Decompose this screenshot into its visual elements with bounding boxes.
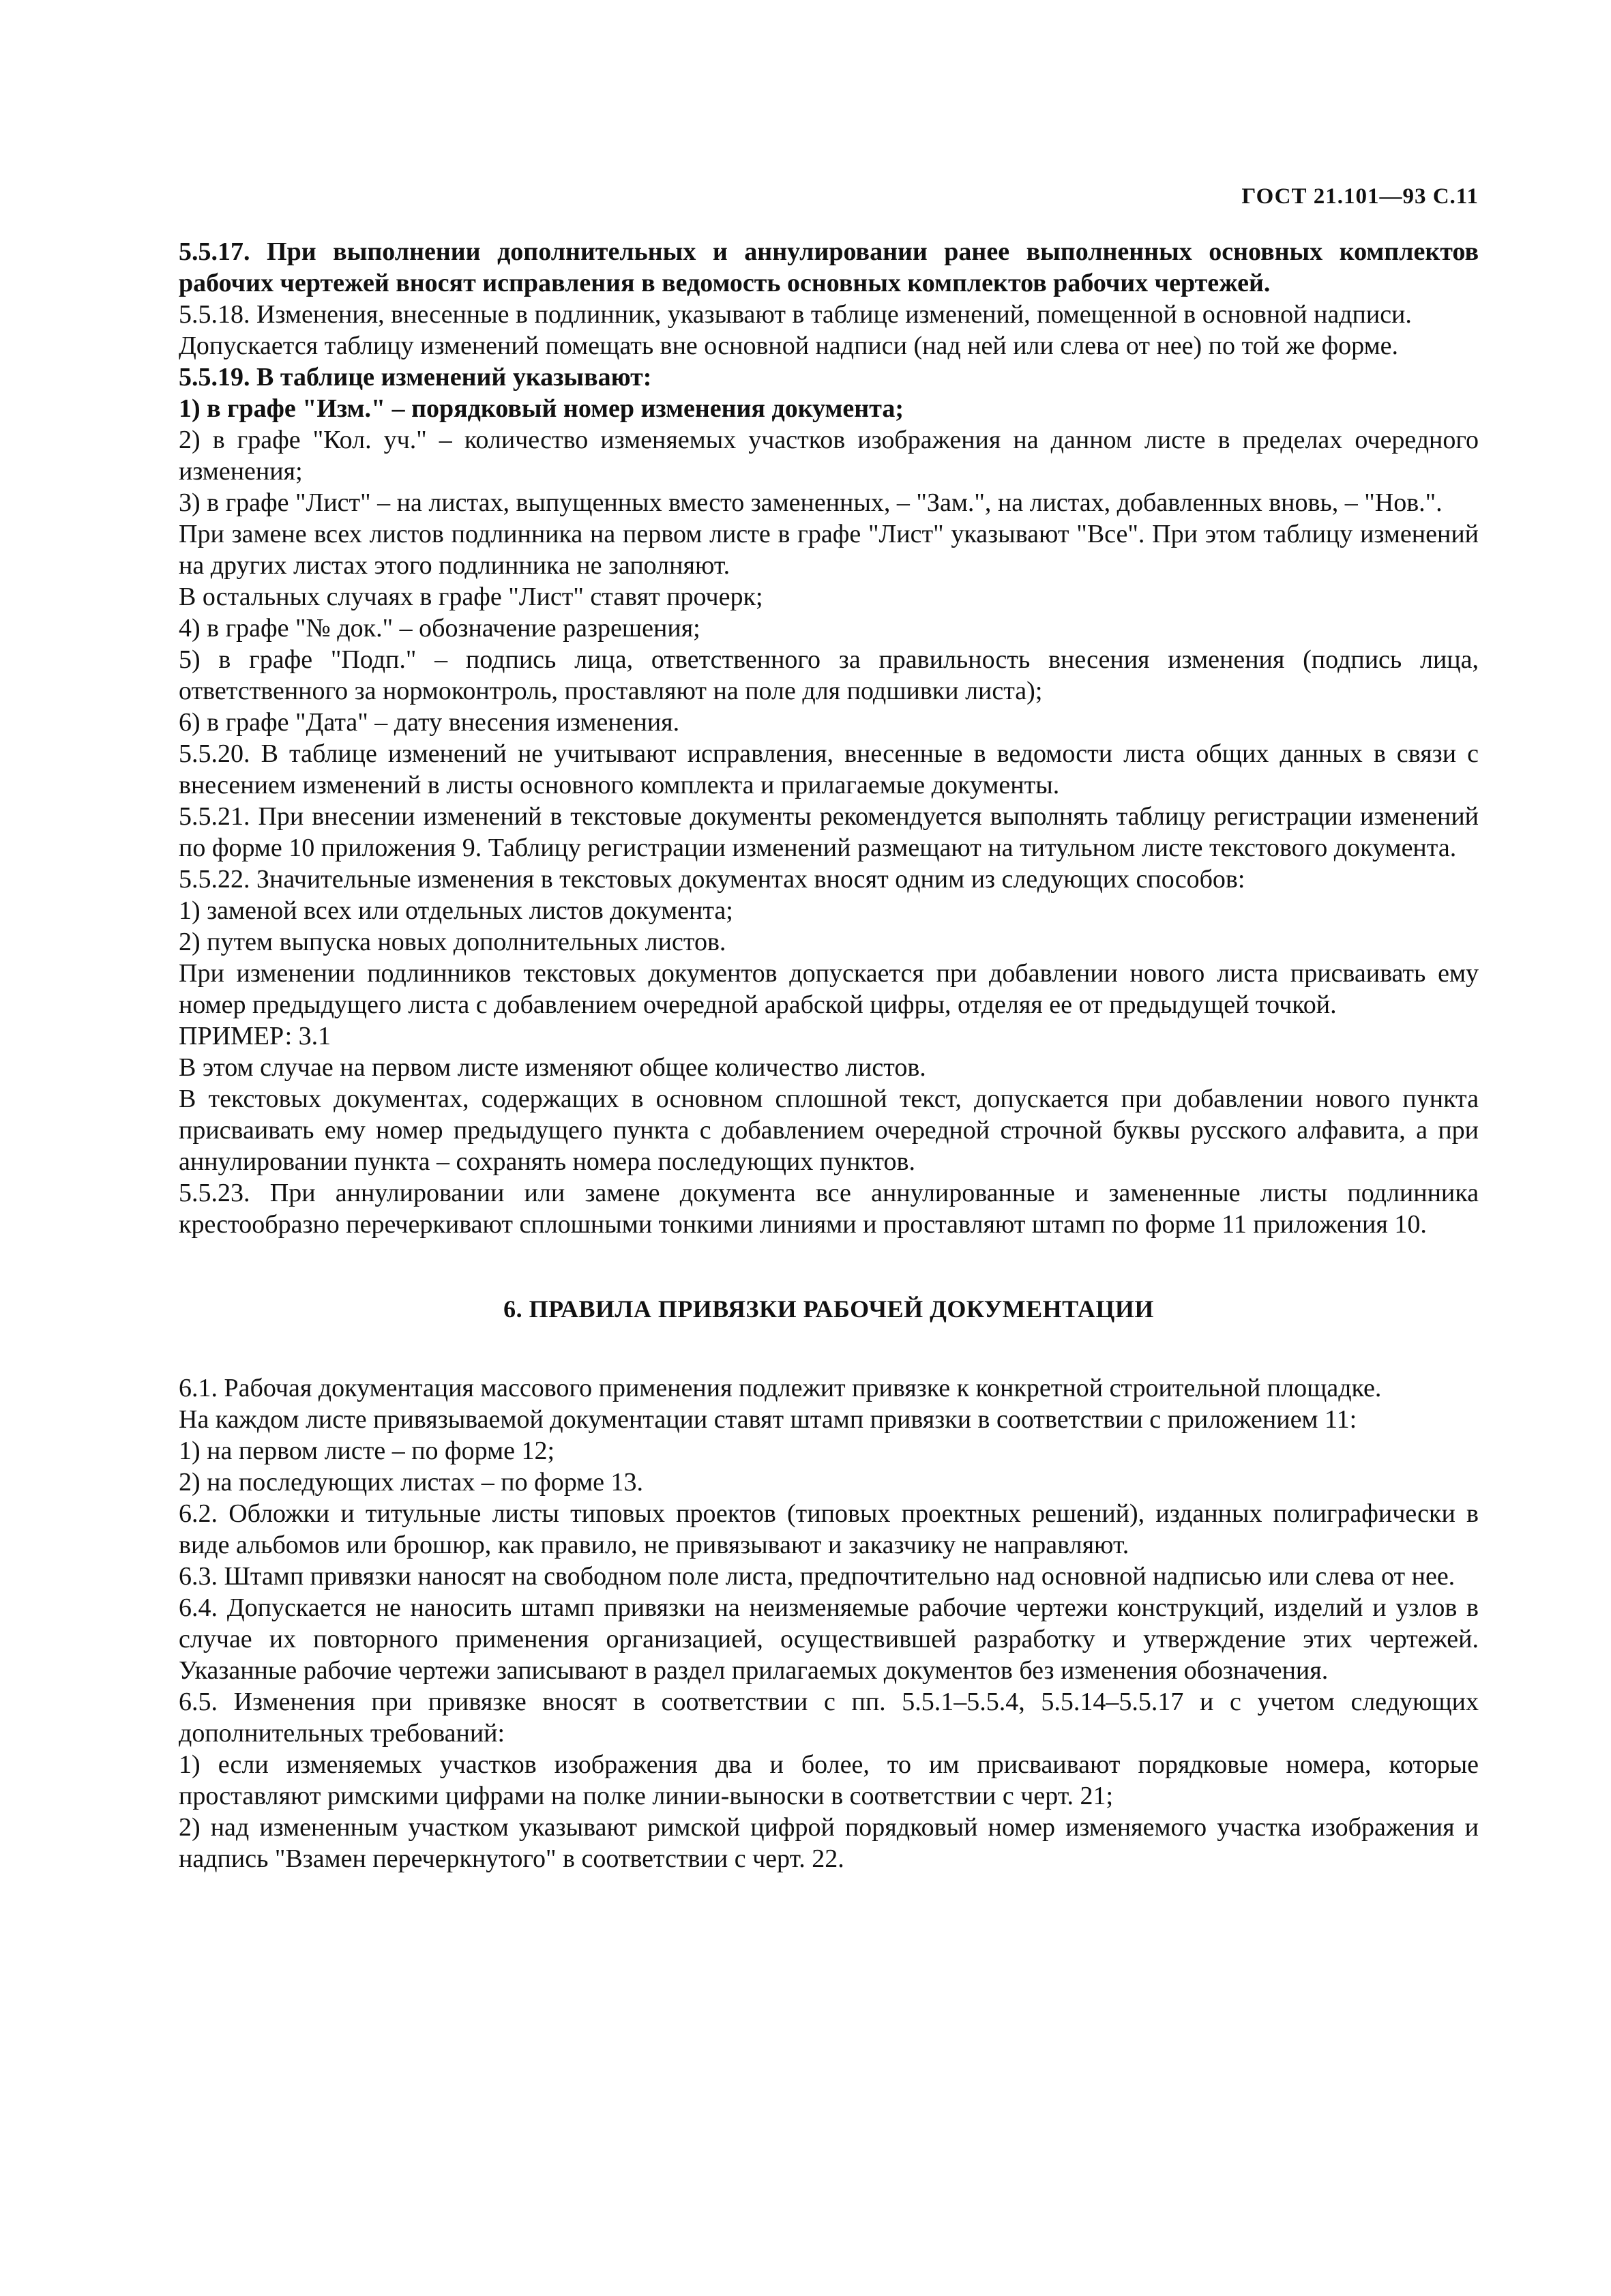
- paragraph: 5.5.17. При выполнении дополнительных и аннулировании ранее выполненных основных комплектов рабочих чертежей вносят исправления в ведомость основных комплектов рабочих чертежей.: [179, 237, 1479, 297]
- list-item: 2) путем выпуска новых дополнительных листов.: [179, 928, 726, 956]
- list-item: 4) в графе "№ док." – обозначение разрешения;: [179, 614, 700, 643]
- paragraph: На каждом листе привязываемой документации ставят штамп привязки в соответствии с приложением 11:: [179, 1405, 1357, 1434]
- paragraph: 5.5.22. Значительные изменения в текстовых документах вносят одним из следующих способов:: [179, 865, 1245, 894]
- paragraph: При замене всех листов подлинника на первом листе в графе "Лист" указывают "Все". При этом таблицу изменений на других листах этого подлинника не заполняют.: [179, 520, 1479, 580]
- paragraph: 6.1. Рабочая документация массового применения подлежит привязке к конкретной строительной площадке.: [179, 1374, 1382, 1402]
- paragraph: В остальных случаях в графе "Лист" ставят прочерк;: [179, 583, 763, 611]
- paragraph: 6.4. Допускается не наносить штамп привязки на неизменяемые рабочие чертежи конструкций, изделий и узлов в случае их повторного применения организацией, осуществившей разработку и утверждение этих чертежей. Указанные рабочие чертежи записывают в раздел прилагаемых документов без изменения обозначения.: [179, 1593, 1479, 1685]
- list-item: 1) в графе "Изм." – порядковый номер изменения документа;: [179, 394, 904, 423]
- document-body: [179, 236, 1479, 1874]
- paragraph: В этом случае на первом листе изменяют общее количество листов.: [179, 1053, 926, 1082]
- paragraph: 6.5. Изменения при привязке вносят в соответствии с пп. 5.5.1–5.5.4, 5.5.14–5.5.17 и с учетом следующих дополнительных требований:: [179, 1688, 1479, 1748]
- paragraph: 6.2. Обложки и титульные листы типовых проектов (типовых проектных решений), изданных полиграфически в виде альбомов или брошюр, как правило, не привязывают и заказчику не направляют.: [179, 1499, 1479, 1559]
- list-item: 2) на последующих листах – по форме 13.: [179, 1468, 644, 1497]
- page-header: ГОСТ 21.101—93 С.11: [1241, 184, 1479, 209]
- list-item: 3) в графе "Лист" – на листах, выпущенных вместо замененных, – "Зам.", на листах, добавленных вновь, – "Нов.".: [179, 488, 1443, 517]
- list-item: 1) на первом листе – по форме 12;: [179, 1437, 555, 1465]
- list-item: 1) если изменяемых участков изображения два и более, то им присваивают порядковые номера, которые проставляют римскими цифрами на полке линии-выноски в соответствии с черт. 21;: [179, 1750, 1479, 1810]
- paragraph: При изменении подлинников текстовых документов допускается при добавлении нового листа присваивать ему номер предыдущего листа с добавлением очередной арабской цифры, отделяя ее от предыдущей точкой.: [179, 959, 1479, 1019]
- paragraph: В текстовых документах, содержащих в основном сплошной текст, допускается при добавлении нового пункта присваивать ему номер предыдущего пункта с добавлением очередной строчной буквы русского алфавита, а при аннулировании пункта – сохранять номера последующих пунктов.: [179, 1085, 1479, 1176]
- paragraph: Допускается таблицу изменений помещать вне основной надписи (над ней или слева от нее) по той же форме.: [179, 332, 1399, 360]
- section-heading: 6. ПРАВИЛА ПРИВЯЗКИ РАБОЧЕЙ ДОКУМЕНТАЦИИ: [503, 1295, 1154, 1323]
- paragraph: 5.5.23. При аннулировании или замене документа все аннулированные и замененные листы подлинника крестообразно перечеркивают сплошными тонкими линиями и проставляют штамп по форме 11 приложения 10.: [179, 1179, 1479, 1239]
- list-item: 5) в графе "Подп." – подпись лица, ответственного за правильность внесения изменения (подпись лица, ответственного за нормоконтроль, проставляют на поле для подшивки листа);: [179, 645, 1479, 705]
- list-item: 6) в графе "Дата" – дату внесения изменения.: [179, 708, 680, 737]
- paragraph: 5.5.20. В таблице изменений не учитывают исправления, внесенные в ведомости листа общих данных в связи с внесением изменений в листы основного комплекта и прилагаемые документы.: [179, 739, 1479, 799]
- list-item: 2) над измененным участком указывают римской цифрой порядковый номер изменяемого участка изображения и надпись "Взамен перечеркнутого" в соответствии с черт. 22.: [179, 1813, 1479, 1873]
- paragraph: 5.5.18. Изменения, внесенные в подлинник, указывают в таблице изменений, помещенной в основной надписи.: [179, 300, 1412, 329]
- list-item: 2) в графе "Кол. уч." – количество изменяемых участков изображения на данном листе в пределах очередного изменения;: [179, 426, 1479, 486]
- paragraph: 5.5.19. В таблице изменений указывают:: [179, 363, 652, 392]
- example-label: ПРИМЕР: 3.1: [179, 1022, 331, 1050]
- paragraph: 6.3. Штамп привязки наносят на свободном поле листа, предпочтительно над основной надписью или слева от нее.: [179, 1562, 1455, 1591]
- list-item: 1) заменой всех или отдельных листов документа;: [179, 896, 733, 925]
- paragraph: 5.5.21. При внесении изменений в текстовые документы рекомендуется выполнять таблицу регистрации изменений по форме 10 приложения 9. Таблицу регистрации изменений размещают на титульном листе текстового документа.: [179, 802, 1479, 862]
